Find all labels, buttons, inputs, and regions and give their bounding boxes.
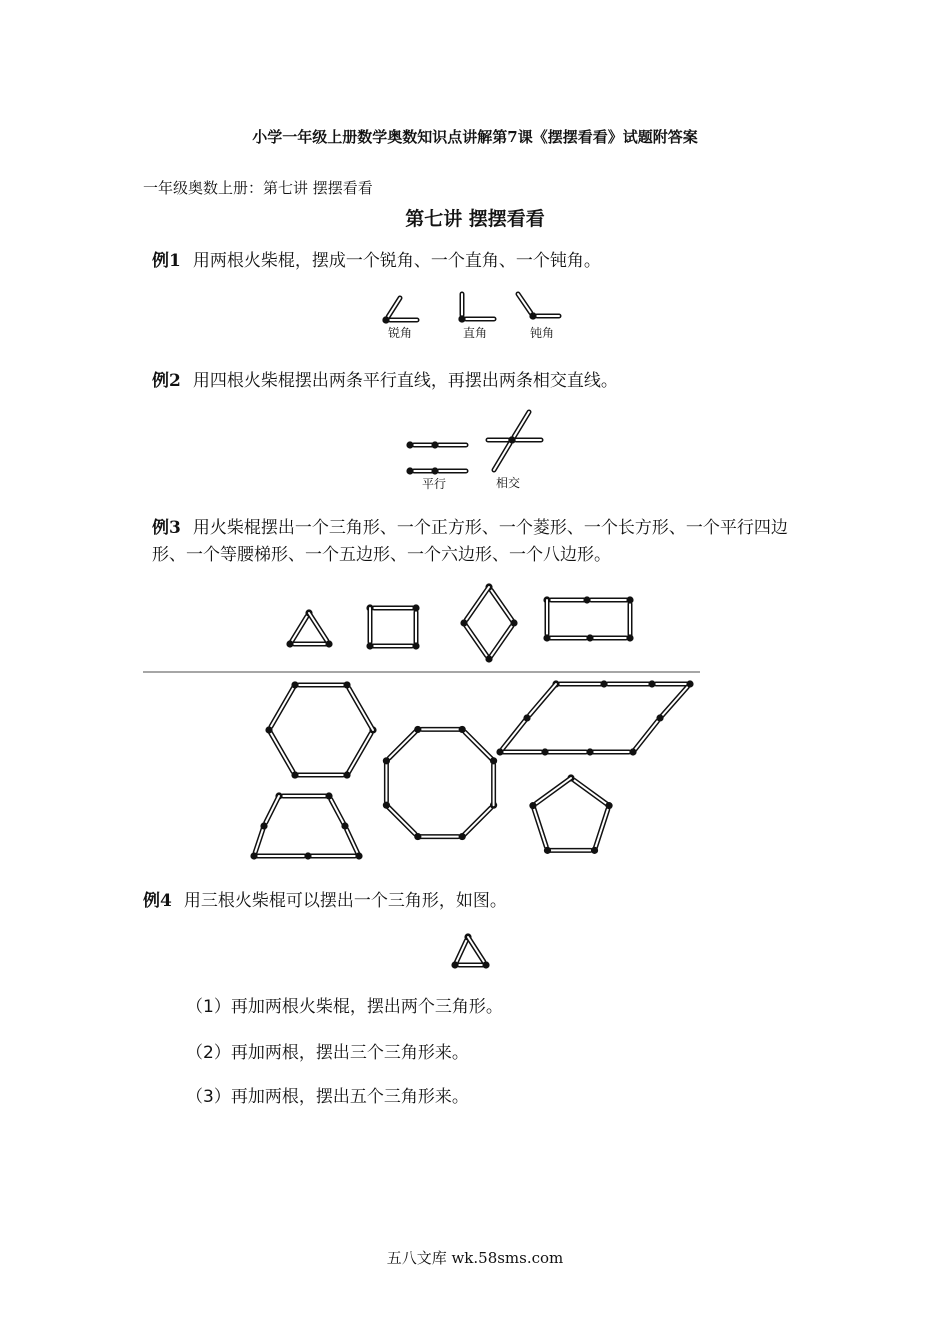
rhombus xyxy=(460,587,489,627)
rectangle xyxy=(583,596,630,603)
parallel-stick xyxy=(406,441,433,448)
hexagon xyxy=(269,730,299,779)
square xyxy=(370,642,420,649)
acute-stick-2 xyxy=(382,316,417,323)
hexagon xyxy=(291,681,347,688)
label-intersect: 相交 xyxy=(496,476,521,490)
right-stick-2 xyxy=(458,315,494,322)
rectangle xyxy=(626,596,633,638)
parallel-stick xyxy=(406,467,433,474)
example-2-text: 用四根火柴棍摆出两条平行直线，再摆出两条相交直线。 xyxy=(192,371,618,391)
parallel-stick xyxy=(431,441,466,448)
octagon xyxy=(383,729,418,764)
label-acute: 锐角 xyxy=(388,326,413,340)
lecture-title: 第七讲 摆摆看看 xyxy=(405,208,545,230)
question-3: （3）再加两根，摆出五个三角形来。 xyxy=(186,1087,469,1107)
label-obtuse: 钝角 xyxy=(530,326,555,340)
trapezoid xyxy=(254,852,312,859)
rectangle xyxy=(590,634,634,641)
label-right: 直角 xyxy=(463,326,488,340)
square xyxy=(412,604,419,646)
octagon xyxy=(459,726,494,761)
parallelogram xyxy=(648,680,690,687)
label-parallel: 平行 xyxy=(422,477,447,491)
trapezoid xyxy=(325,792,345,826)
pentagon xyxy=(533,806,551,854)
square xyxy=(366,604,416,611)
pentagon xyxy=(595,802,613,850)
footer-watermark: 五八文库 wk.58sms.com xyxy=(386,1249,564,1267)
subheading: 一年级奥数上册：第七讲 摆摆看看 xyxy=(143,179,373,197)
trapezoid xyxy=(260,796,279,830)
document-title: 小学一年级上册数学奥数知识点讲解第7课《摆摆看看》试题附答案 xyxy=(252,128,698,146)
example-4-text: 用三根火柴棍可以摆出一个三角形，如图。 xyxy=(183,891,507,911)
rectangle xyxy=(547,634,594,641)
matchstick-drawings xyxy=(250,294,693,969)
example-3-text: 用火柴棍摆出一个三角形、一个正方形、一个菱形、一个长方形、一个平行四边形、一个等腰梯形、一个五边形、一个六边形、一个八边形。 xyxy=(152,518,788,565)
pentagon xyxy=(547,847,598,854)
example-1-label: 例1 xyxy=(152,251,181,271)
hexagon xyxy=(343,681,373,730)
pentagon xyxy=(567,774,609,805)
parallelogram xyxy=(523,684,556,722)
rectangle xyxy=(543,596,587,603)
hexagon xyxy=(295,771,351,778)
octagon xyxy=(418,833,466,840)
question-1: （1）再加两根火柴棍，摆出两个三角形。 xyxy=(186,997,503,1017)
trapezoid xyxy=(275,792,329,799)
trapezoid xyxy=(308,852,363,859)
pentagon xyxy=(529,778,571,809)
parallelogram xyxy=(600,680,652,687)
parallel-stick xyxy=(431,467,466,474)
parallelogram xyxy=(590,748,637,755)
rhombus xyxy=(464,623,493,663)
example-3-label: 例3 xyxy=(152,518,181,538)
rhombus xyxy=(489,619,518,659)
example-4-label: 例4 xyxy=(143,891,172,911)
parallelogram xyxy=(633,714,664,752)
example-1-text: 用两根火柴棍，摆成一个锐角、一个直角、一个钝角。 xyxy=(192,251,601,271)
octagon xyxy=(414,726,462,733)
octagon xyxy=(383,761,390,809)
hexagon xyxy=(265,685,295,734)
parallelogram xyxy=(500,748,549,755)
parallelogram xyxy=(545,748,594,755)
trapezoid xyxy=(341,822,359,856)
hexagon xyxy=(347,726,377,775)
parallelogram xyxy=(552,680,604,687)
obtuse-stick-2 xyxy=(529,312,559,319)
question-2: （2）再加两根，摆出三个三角形来。 xyxy=(186,1043,469,1063)
rectangle xyxy=(543,600,550,642)
square xyxy=(366,608,373,650)
example-2-label: 例2 xyxy=(152,371,181,391)
octagon xyxy=(386,805,421,840)
octagon xyxy=(490,757,497,805)
example-4-triangle xyxy=(451,961,486,968)
